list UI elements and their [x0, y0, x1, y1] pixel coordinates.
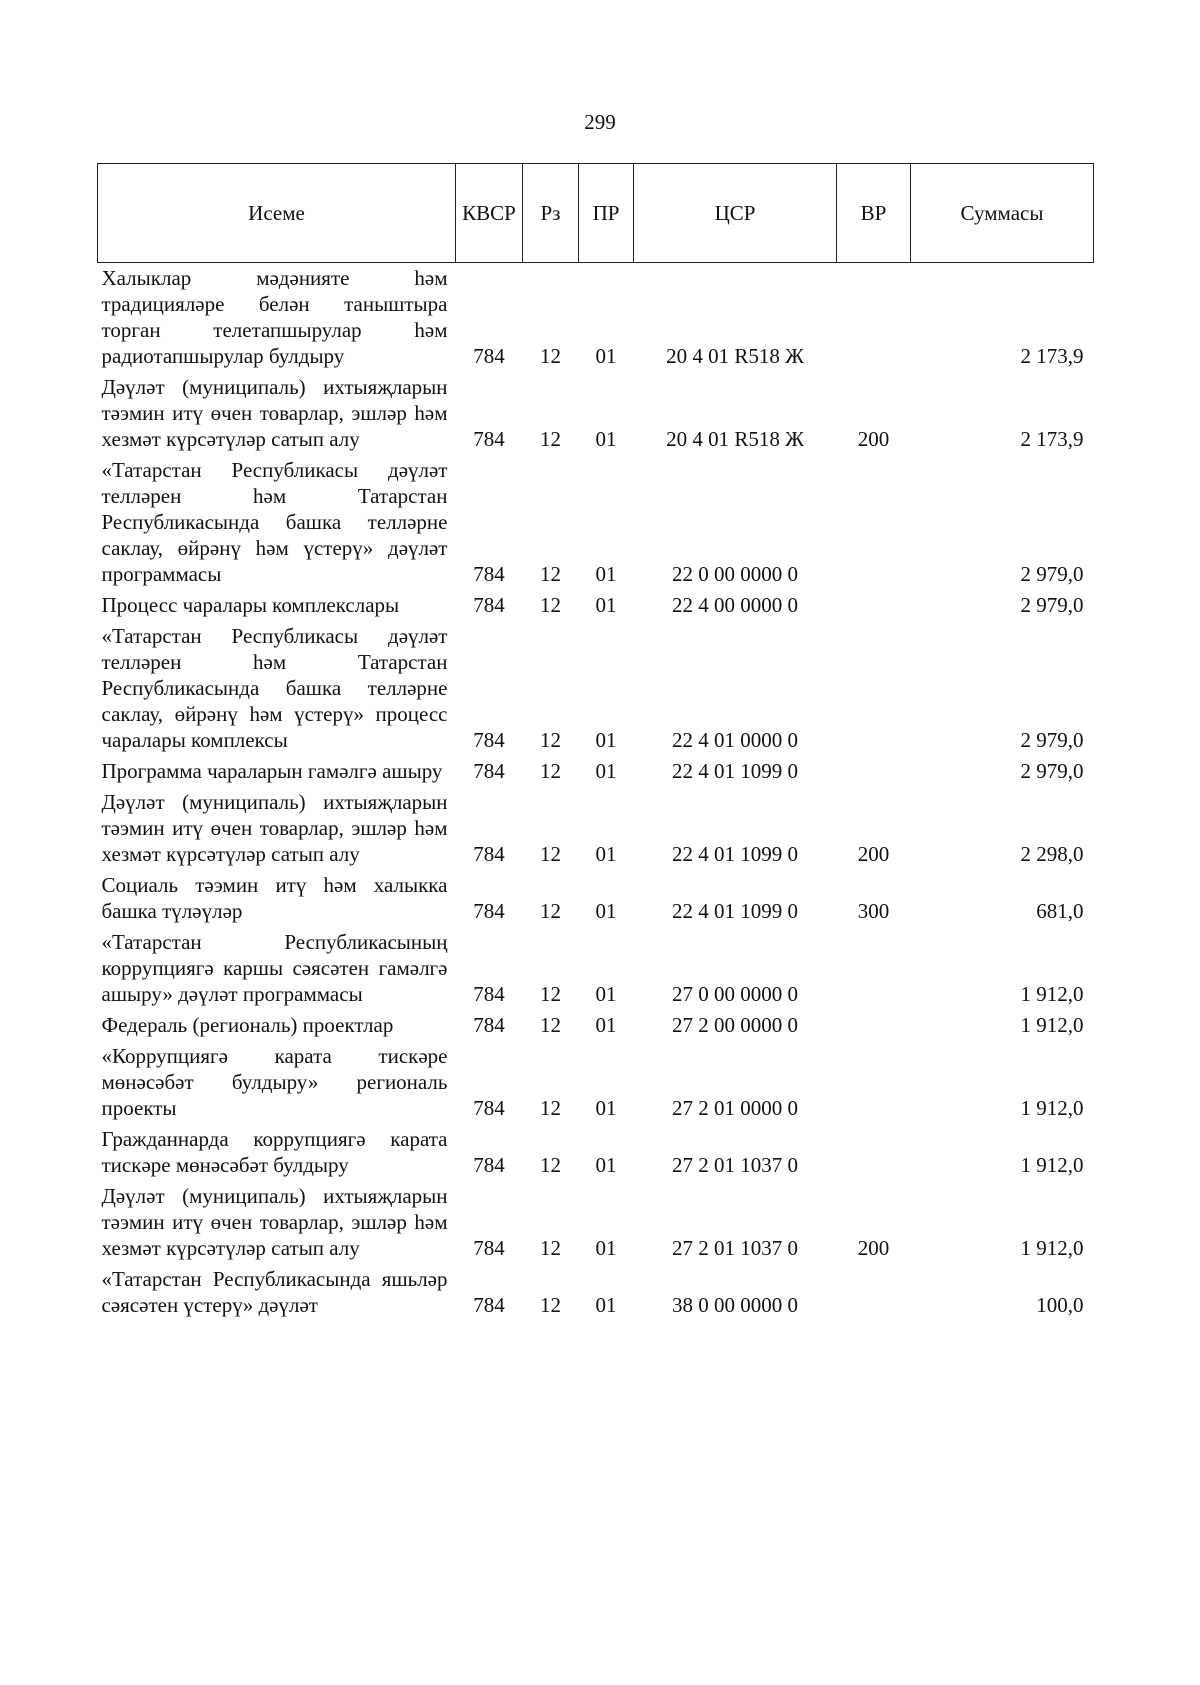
cell-csr: 22 4 01 0000 0	[672, 728, 798, 752]
cell-csr: 22 0 00 0000 0	[672, 562, 798, 586]
cell-sum: 2 173,9	[1020, 344, 1084, 368]
cell-pr: 01	[595, 593, 617, 617]
cell-name: Программа чараларын гамәлгә ашыру	[101, 759, 443, 783]
cell-pr: 01	[595, 1293, 617, 1317]
cell-name: «Татарстан Республикасының коррупциягә каршы сәясәтен гамәлгә ашыру» дәүләт программасы	[101, 930, 448, 1006]
table-row	[98, 788, 1094, 871]
cell-pr: 01	[595, 1153, 617, 1177]
cell-kvsr: 784	[473, 842, 505, 866]
header-kvsr: КВСР	[456, 164, 523, 263]
cell-kvsr: 784	[473, 982, 505, 1006]
cell-pr: 01	[595, 728, 617, 752]
cell-csr: 20 4 01 R518 Ж	[666, 344, 804, 368]
cell-kvsr: 784	[473, 427, 505, 451]
cell-vr: 200	[857, 1236, 890, 1260]
cell-pr: 01	[595, 1236, 617, 1260]
cell-name: «Татарстан Республикасы дәүләт телләрен һәм Татарстан Республикасында башка телләрне саклау, өйрәнү һәм үстерү» процесс чаралары комплексы	[101, 624, 448, 752]
cell-kvsr: 784	[473, 593, 505, 617]
cell-sum: 2 979,0	[1020, 728, 1084, 752]
header-csr: ЦСР	[634, 164, 837, 263]
cell-rz: 12	[540, 842, 561, 866]
cell-name: Дәүләт (муниципаль) ихтыяҗларын тәэмин итү өчен товарлар, эшләр һәм хезмәт күрсәтүләр сатып алу	[101, 790, 448, 866]
cell-name: Федераль (региональ) проектлар	[101, 1013, 394, 1037]
cell-sum: 2 298,0	[1020, 842, 1084, 866]
table-row	[98, 622, 1094, 757]
cell-kvsr: 784	[473, 1096, 505, 1120]
table-row	[98, 1011, 1094, 1042]
cell-vr	[837, 1042, 911, 1125]
cell-vr	[837, 1265, 911, 1322]
cell-name: Процесс чаралары комплекслары	[101, 593, 400, 617]
cell-name: Дәүләт (муниципаль) ихтыяҗларын тәэмин итү өчен товарлар, эшләр һәм хезмәт күрсәтүләр сатып алу	[101, 375, 448, 451]
cell-csr: 38 0 00 0000 0	[672, 1293, 798, 1317]
table-row	[98, 757, 1094, 788]
page-number: 299	[584, 110, 616, 134]
cell-csr: 27 2 01 1037 0	[672, 1153, 798, 1177]
cell-kvsr: 784	[473, 344, 505, 368]
budget-table	[97, 163, 1094, 1322]
cell-vr	[837, 591, 911, 622]
cell-rz: 12	[540, 593, 561, 617]
table-row	[98, 456, 1094, 591]
header-pr: ПР	[579, 164, 634, 263]
cell-rz: 12	[540, 728, 561, 752]
cell-name: Социаль тәэмин итү һәм халыкка башка түләүләр	[101, 873, 448, 923]
cell-csr: 22 4 01 1099 0	[672, 842, 798, 866]
cell-rz: 12	[540, 562, 561, 586]
cell-sum: 2 979,0	[1020, 562, 1084, 586]
cell-rz: 12	[540, 344, 561, 368]
cell-sum: 2 173,9	[1020, 427, 1084, 451]
cell-sum: 1 912,0	[1020, 982, 1084, 1006]
cell-csr: 27 2 00 0000 0	[672, 1013, 798, 1037]
cell-vr	[837, 263, 911, 374]
cell-rz: 12	[540, 982, 561, 1006]
cell-kvsr: 784	[473, 759, 505, 783]
table-row	[98, 1182, 1094, 1265]
cell-rz: 12	[540, 759, 561, 783]
header-name: Исеме	[98, 164, 456, 263]
cell-kvsr: 784	[473, 1236, 505, 1260]
header-vr: ВР	[837, 164, 911, 263]
table-row	[98, 1125, 1094, 1182]
cell-vr: 200	[857, 427, 890, 451]
header-row	[98, 164, 1094, 263]
cell-pr: 01	[595, 982, 617, 1006]
cell-csr: 22 4 00 0000 0	[672, 593, 798, 617]
cell-sum: 100,0	[1036, 1293, 1084, 1317]
cell-csr: 27 2 01 1037 0	[672, 1236, 798, 1260]
cell-sum: 1 912,0	[1020, 1013, 1084, 1037]
table-body	[98, 263, 1094, 1323]
cell-csr: 27 2 01 0000 0	[672, 1096, 798, 1120]
cell-pr: 01	[595, 427, 617, 451]
table-row	[98, 928, 1094, 1011]
cell-csr: 27 0 00 0000 0	[672, 982, 798, 1006]
cell-pr: 01	[595, 899, 617, 923]
table-row	[98, 1042, 1094, 1125]
cell-vr	[837, 757, 911, 788]
cell-name: Халыклар мәдәнияте һәм традицияләре белән таныштыра торган телетапшырулар һәм радиотапшырулар булдыру	[101, 266, 448, 368]
cell-kvsr: 784	[473, 899, 505, 923]
table-row	[98, 373, 1094, 456]
cell-csr: 22 4 01 1099 0	[672, 759, 798, 783]
cell-sum: 1 912,0	[1020, 1236, 1084, 1260]
cell-pr: 01	[595, 1096, 617, 1120]
cell-rz: 12	[540, 899, 561, 923]
cell-name: Гражданнарда коррупциягә карата тискәре мөнәсәбәт булдыру	[101, 1127, 448, 1177]
cell-name: «Татарстан Республикасы дәүләт телләрен һәм Татарстан Республикасында башка телләрне саклау, өйрәнү һәм үстерү» дәүләт программасы	[101, 458, 448, 586]
table-row	[98, 263, 1094, 374]
cell-sum: 2 979,0	[1020, 593, 1084, 617]
table-row	[98, 871, 1094, 928]
cell-rz: 12	[540, 1153, 561, 1177]
cell-name: «Коррупциягә карата тискәре мөнәсәбәт булдыру» региональ проекты	[101, 1044, 448, 1120]
cell-pr: 01	[595, 842, 617, 866]
cell-vr	[837, 1011, 911, 1042]
cell-kvsr: 784	[473, 1153, 505, 1177]
cell-vr	[837, 928, 911, 1011]
cell-vr	[837, 456, 911, 591]
cell-pr: 01	[595, 562, 617, 586]
cell-rz: 12	[540, 1096, 561, 1120]
cell-rz: 12	[540, 1293, 561, 1317]
cell-vr	[837, 1125, 911, 1182]
cell-pr: 01	[595, 344, 617, 368]
cell-kvsr: 784	[473, 1013, 505, 1037]
cell-vr	[837, 622, 911, 757]
header-sum: Суммасы	[911, 164, 1094, 263]
cell-sum: 1 912,0	[1020, 1153, 1084, 1177]
cell-name: Дәүләт (муниципаль) ихтыяҗларын тәэмин итү өчен товарлар, эшләр һәм хезмәт күрсәтүләр сатып алу	[101, 1184, 448, 1260]
cell-kvsr: 784	[473, 728, 505, 752]
cell-rz: 12	[540, 1013, 561, 1037]
cell-vr: 200	[857, 842, 890, 866]
cell-rz: 12	[540, 1236, 561, 1260]
table-row	[98, 1265, 1094, 1322]
cell-rz: 12	[540, 427, 561, 451]
cell-sum: 681,0	[1036, 899, 1084, 923]
cell-pr: 01	[595, 1013, 617, 1037]
cell-kvsr: 784	[473, 1293, 505, 1317]
cell-sum: 1 912,0	[1020, 1096, 1084, 1120]
cell-csr: 20 4 01 R518 Ж	[666, 427, 804, 451]
cell-kvsr: 784	[473, 562, 505, 586]
cell-csr: 22 4 01 1099 0	[672, 899, 798, 923]
cell-sum: 2 979,0	[1020, 759, 1084, 783]
cell-name: «Татарстан Республикасында яшьләр сәясәтен үстерү» дәүләт	[101, 1267, 448, 1317]
header-rz: Рз	[523, 164, 579, 263]
cell-vr: 300	[857, 899, 890, 923]
cell-pr: 01	[595, 759, 617, 783]
table-row	[98, 591, 1094, 622]
table-header	[98, 164, 1094, 263]
